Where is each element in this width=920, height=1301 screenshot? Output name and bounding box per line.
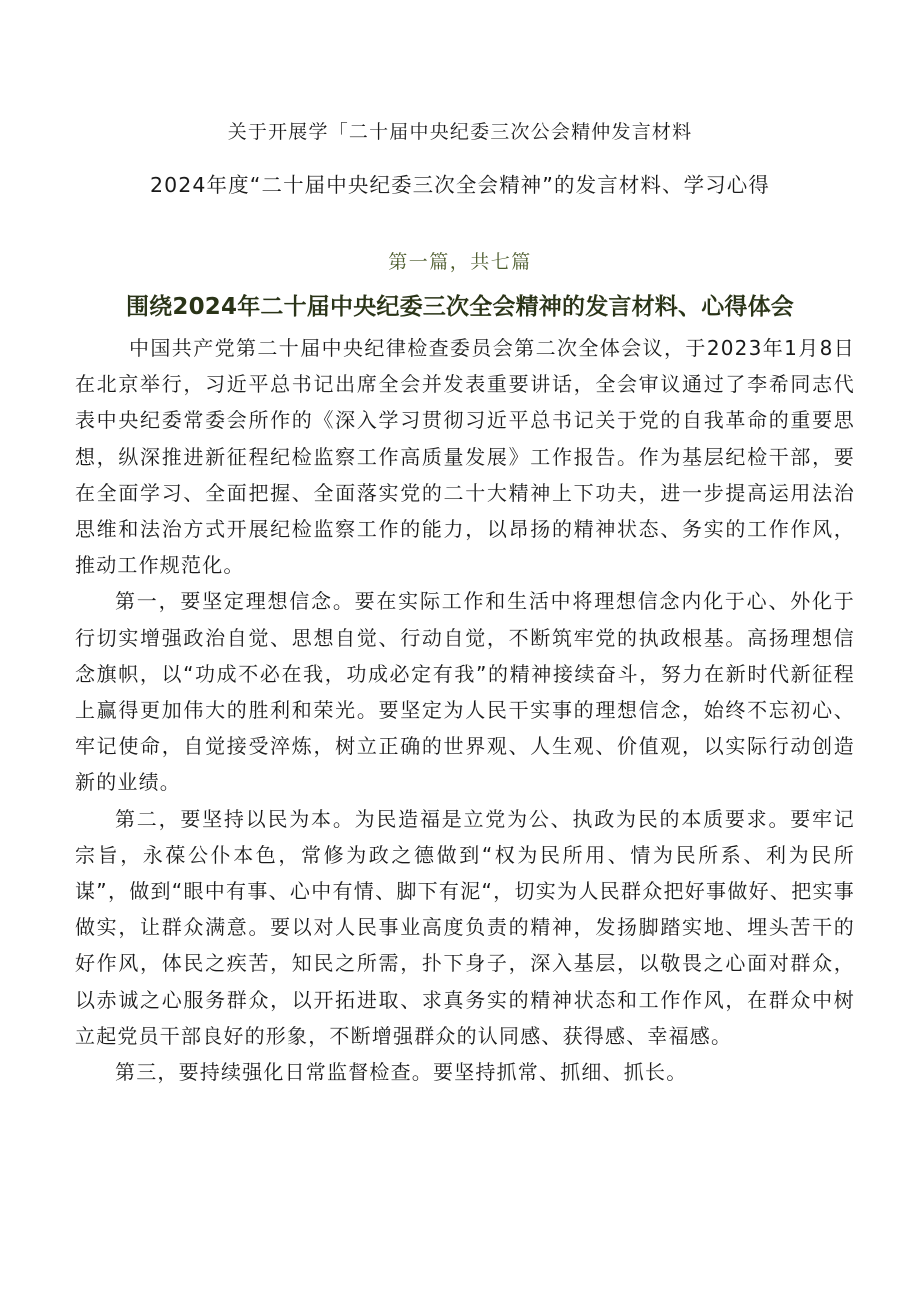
section-label: 第一篇，共七篇 [388,251,532,273]
paragraph-point-1: 第一，要坚定理想信念。要在实际工作和生活中将理想信念内化于心、外化于行切实增强政治自觉、思想自觉、行动自觉，不断筑牢党的执政根基。高扬理想信念旗帜，以“功成不必在我，功成必定有我”的精神接续奋斗，努力在新时代新征程上赢得更加伟大的胜利和荣光。要坚定为人民干实事的理想信念，始终不忘初心、牢记使命，自觉接受淬炼，树立正确的世界观、人生观、价值观，以实际行动创造新的业绩。 [75,589,855,795]
article-body [75,330,855,1090]
header-title: 关于开展学「二十届中央纪委三次公会精仲发言材料 [227,121,693,143]
paragraph-point-2: 第二，要坚持以民为本。为民造福是立党为公、执政为民的本质要求。要牢记宗旨，永葆公仆本色，常修为政之德做到“权为民所用、情为民所系、利为民所谋”，做到“眼中有事、心中有情、脚下有泥“，切实为人民群众把好事做好、把实事做实，让群众满意。要以对人民事业高度负责的精神，发扬脚踏实地、埋头苦干的好作风，体民之疾苦，知民之所需，扑下身子，深入基层，以敬畏之心面对群众，以赤诚之心服务群众，以开拓进取、求真务实的精神状态和工作作风，在群众中树立起党员干部良好的形象，不断增强群众的认同感、获得感、幸福感。 [75,806,855,1048]
paragraph-point-3: 第三，要持续强化日常监督检查。要坚持抓常、抓细、抓长。 [115,1060,688,1085]
article-title: 围绕2024年二十届中央纪委三次全会精神的发言材料、心得体会 [125,294,794,320]
paragraph-intro: 中国共产党第二十届中央纪律检查委员会第二次全体会议，于2023年1月8日在北京举行，习近平总书记出席全会并发表重要讲话，全会审议通过了李希同志代表中央纪委常委会所作的《深入学习贯彻习近平总书记关于党的自我革命的重要思想，纵深推进新征程纪检监察工作高质量发展》工作报告。作为基层纪检干部，要在全面学习、全面把握、全面落实党的二十大精神上下功夫，进一步提高运用法治思维和法治方式开展纪检监察工作的能力，以昂扬的精神状态、务实的工作作风，推动工作规范化。 [75,336,855,578]
document-subtitle: 2024年度“二十届中央纪委三次全会精神”的发言材料、学习心得 [149,173,770,197]
